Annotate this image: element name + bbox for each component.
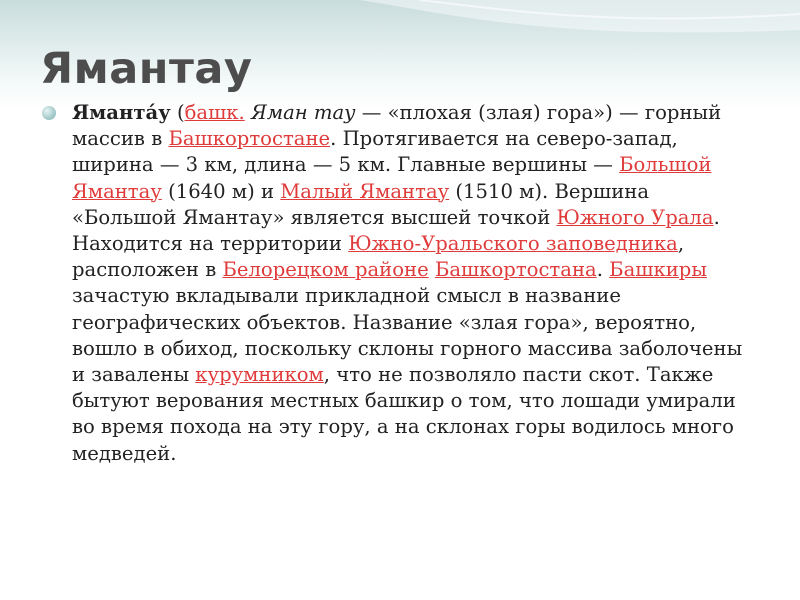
body-text-segment: . Находится на территории [72,205,720,256]
body-link[interactable]: башк. [184,101,245,124]
body-text-segment: (1510 м). Вершина «Большой Ямантау» является высшей точкой [72,179,650,229]
slide-title: Ямантау [40,44,253,94]
body-link[interactable]: Малый Ямантау [280,179,450,203]
body-link[interactable]: Белорецком районе [222,258,429,282]
body-link[interactable]: курумником [195,363,324,387]
body-text-segment: . [596,258,610,282]
body-text-segment: — «плохая (злая) гора») — горный массив в [72,101,722,151]
body-text-segment: (1640 м) и [161,179,281,203]
body-text-segment: , расположен в [72,232,685,282]
body-link[interactable]: Башкортостана [434,258,597,282]
body-text-segment: ( [170,101,185,124]
body-link[interactable]: Южно-Уральского заповедника [348,232,678,256]
body-text-segment: зачастую вкладывали прикладной смысл в название географических объектов. Название «злая гора», вероятно, вошло в обиход, поскольку склоны горного массива заболочены и завалены [72,284,743,387]
body-text-segment: , что не позволяло пасти скот. Также бытуют верования местных башкир о том, что лошади умирали во время похода на эту гору, а на склонах горы водилось много медведей. [72,363,736,465]
body-link[interactable]: Башкиры [609,258,707,282]
slide-body-text [72,100,752,467]
body-text-segment: . Протягивается на северо-запад, ширина — 3 км, длина — 5 км. Главные вершины — [72,127,678,177]
bullet-icon [42,106,56,120]
body-text-segment: Яман тау [251,101,356,124]
body-link[interactable]: Башкортостане [168,127,331,151]
body-link[interactable]: Южного Урала [556,205,714,229]
term-heading: Яманта́у [72,101,171,124]
body-link[interactable]: Большой Ямантау [72,153,712,203]
